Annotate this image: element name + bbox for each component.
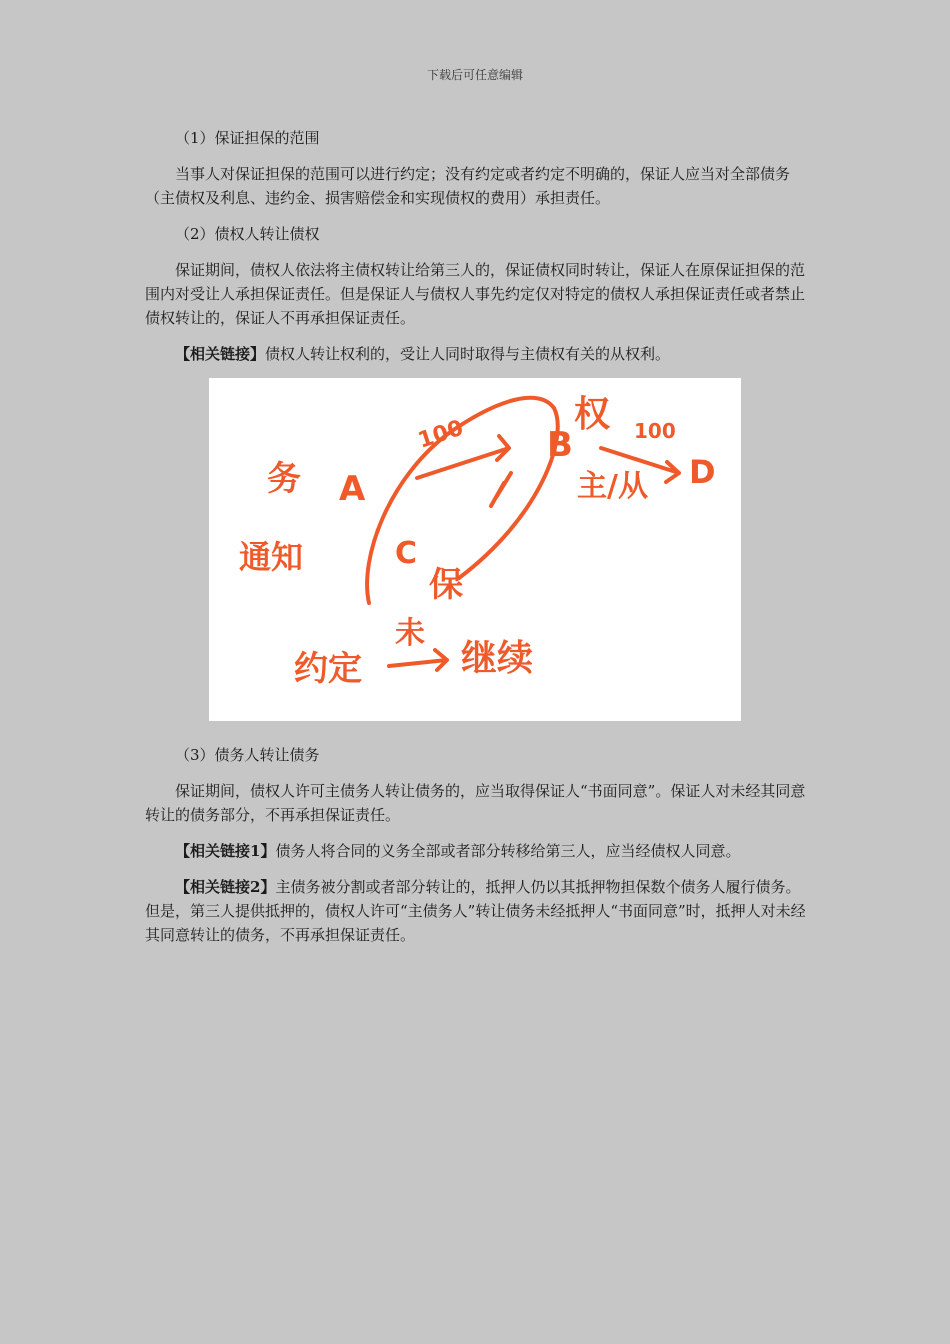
related-link-text: 主债务被分割或者部分转让的，抵押人仍以其抵押物担保数个债务人履行债务。但是，第三人提供抵押的，债权人许可“主债务人”转让债务未经抵押人“书面同意”时，抵押人对未经其同意转让的债务，不再承担保证责任。 <box>145 878 806 944</box>
paragraph: 当事人对保证担保的范围可以进行约定；没有约定或者约定不明确的，保证人应当对全部债务（主债权及利息、违约金、损害赔偿金和实现债权的费用）承担责任。 <box>145 165 791 207</box>
label-tongzhi: 通知 <box>239 538 304 576</box>
section-heading: （2）债权人转让债权 <box>175 225 320 243</box>
related-link-label: 【相关链接】 <box>175 345 266 363</box>
label-d: D <box>689 453 716 491</box>
label-a: A <box>339 469 366 509</box>
squiggle-mark <box>491 473 511 506</box>
label-100-left: 100 <box>415 415 467 454</box>
related-link-note <box>145 875 807 947</box>
document-body <box>145 126 807 959</box>
handwritten-diagram <box>209 378 741 721</box>
related-link-note <box>145 342 807 366</box>
label-b: B <box>547 425 573 465</box>
label-zhu-cong: 主/从 <box>577 469 648 504</box>
label-wu: 务 <box>267 459 301 499</box>
page-header: 下载后可任意编辑 <box>426 68 523 82</box>
section-heading: （1）保证担保的范围 <box>175 129 320 147</box>
label-c: C <box>395 536 418 571</box>
related-link-note <box>145 839 807 863</box>
label-bao: 保 <box>429 565 463 605</box>
related-link-text: 债权人转让权利的，受让人同时取得与主债权有关的从权利。 <box>265 345 671 363</box>
label-100-right: 100 <box>634 419 676 443</box>
label-jixu: 继续 <box>461 638 534 679</box>
related-link-text: 债务人将合同的义务全部或者部分转移给第三人，应当经债权人同意。 <box>275 842 741 860</box>
label-quan: 权 <box>574 394 611 435</box>
label-yueding: 约定 <box>294 649 362 689</box>
related-link-label: 【相关链接1】 <box>175 842 276 860</box>
paragraph: 保证期间，债权人许可主债务人转让债务的，应当取得保证人“书面同意”。保证人对未经其同意转让的债务部分，不再承担保证责任。 <box>145 782 806 824</box>
section-heading: （3）债务人转让债务 <box>175 746 320 764</box>
diagram-svg <box>209 378 741 721</box>
related-link-label: 【相关链接2】 <box>175 878 276 896</box>
arrow-wei-jixu <box>389 650 447 670</box>
label-wei: 未 <box>395 616 425 651</box>
paragraph: 保证期间，债权人依法将主债权转让给第三人的，保证债权同时转让，保证人在原保证担保的范围内对受让人承担保证责任。但是保证人与债权人事先约定仅对特定的债权人承担保证责任或者禁止债权转让的，保证人不再承担保证责任。 <box>145 261 806 327</box>
